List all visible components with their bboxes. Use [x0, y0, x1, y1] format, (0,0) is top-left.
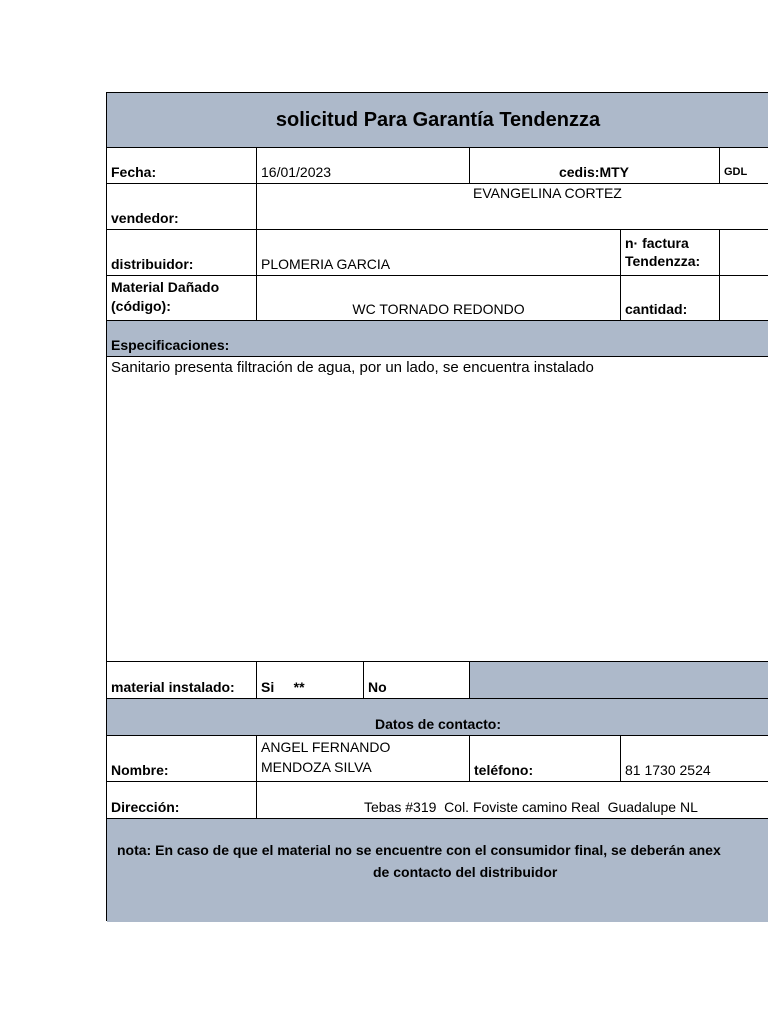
- nota-line2: de contacto del distribuidor: [373, 864, 558, 880]
- material-label: [107, 276, 257, 320]
- row-direccion: [107, 782, 768, 819]
- vendedor-value[interactable]: EVANGELINA CORTEZ: [473, 185, 622, 201]
- factura-label-line1: n· factura: [625, 235, 689, 251]
- especificaciones-text[interactable]: Sanitario presenta filtración de agua, por un lado, se encuentra instalado: [111, 359, 594, 376]
- direccion-label: Dirección:: [107, 782, 257, 818]
- form-title: solicitud Para Garantía Tendenzza: [275, 108, 601, 131]
- row-contacto-header: [107, 699, 768, 736]
- nota-text: [107, 819, 768, 922]
- row-distribuidor: [107, 230, 768, 276]
- row-nota: [107, 819, 768, 922]
- especificaciones-label: Especificaciones:: [111, 337, 230, 353]
- row-especificaciones-body: [107, 357, 768, 662]
- nombre-value[interactable]: [257, 736, 470, 781]
- factura-label: [621, 230, 720, 275]
- factura-value[interactable]: [720, 230, 768, 275]
- telefono-label: teléfono:: [470, 736, 621, 781]
- fecha-label: Fecha:: [107, 148, 257, 183]
- row-nombre: [107, 736, 768, 782]
- material-label-line2: (código):: [111, 298, 171, 314]
- cantidad-label: cantidad:: [621, 276, 720, 320]
- factura-label-line2: Tendenzza:: [625, 253, 701, 269]
- instalado-label: material instalado:: [107, 662, 257, 698]
- row-especificaciones-header: [107, 321, 768, 357]
- no-option[interactable]: No: [364, 662, 470, 698]
- cantidad-value[interactable]: [720, 276, 768, 320]
- direccion-value[interactable]: Tebas #319 Col. Foviste camino Real Guadalupe NL: [364, 799, 698, 815]
- nombre-line2: MENDOZA SILVA: [261, 759, 372, 775]
- material-label-line1: Material Dañado: [111, 279, 220, 295]
- fecha-value[interactable]: 16/01/2023: [257, 148, 470, 183]
- row-material: [107, 276, 768, 321]
- nota-line1: nota: En caso de que el material no se encuentre con el consumidor final, se deberán anex: [117, 842, 721, 858]
- form-header: [107, 93, 768, 148]
- vendedor-label: vendedor:: [107, 184, 257, 229]
- gdl-value: GDL: [724, 166, 748, 178]
- contacto-header: Datos de contacto:: [374, 716, 501, 732]
- material-value[interactable]: WC TORNADO REDONDO: [257, 276, 621, 320]
- nombre-label: Nombre:: [107, 736, 257, 781]
- instalado-shaded-cell: [470, 662, 768, 698]
- distribuidor-value[interactable]: PLOMERIA GARCIA: [257, 230, 621, 275]
- row-instalado: [107, 662, 768, 699]
- row-vendedor: [107, 184, 768, 230]
- distribuidor-label: distribuidor:: [107, 230, 257, 275]
- telefono-value[interactable]: 81 1730 2524: [625, 762, 711, 778]
- si-option[interactable]: Si **: [257, 662, 364, 698]
- row-fecha: [107, 148, 768, 184]
- nombre-line1: ANGEL FERNANDO: [261, 739, 391, 755]
- cedis-value: cedis:MTY: [470, 148, 720, 183]
- warranty-form: [106, 92, 768, 921]
